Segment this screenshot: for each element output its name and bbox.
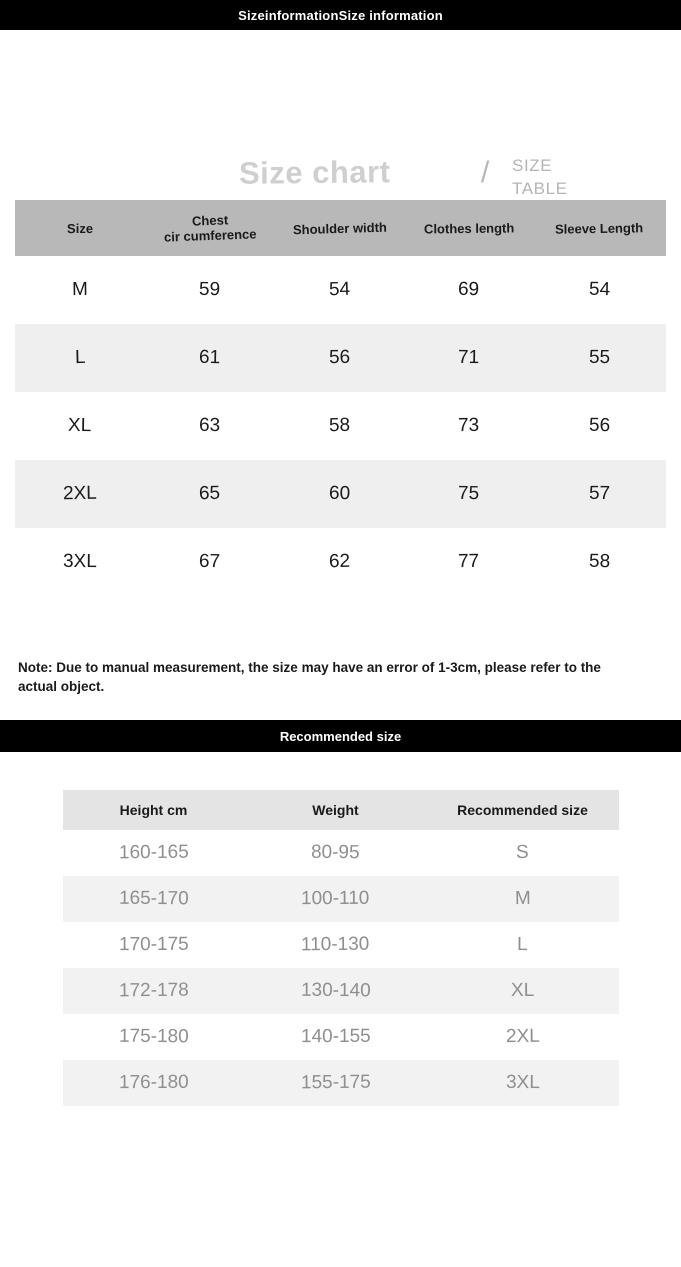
- column-header-size: Size: [15, 200, 145, 256]
- cell-recommended-size: M: [427, 876, 619, 922]
- cell-recommended-size: L: [517, 933, 528, 956]
- size-chart-table: [15, 200, 666, 596]
- cell-height: 172-178: [63, 968, 245, 1014]
- cell-sleeve: 56: [588, 414, 611, 437]
- table-row: [63, 968, 619, 1014]
- cell-size: XL: [68, 414, 92, 437]
- cell-sleeve: 58: [588, 550, 611, 573]
- page-subtitle: [512, 154, 568, 200]
- table-row: [63, 1060, 619, 1106]
- table-row: [15, 460, 666, 528]
- cell-weight: 155-175: [245, 1060, 427, 1106]
- size-information-banner: [0, 0, 681, 30]
- recommended-table-header: [63, 790, 619, 830]
- recommended-size-table: [63, 790, 619, 1106]
- page-subtitle-line2: TABLE: [512, 179, 568, 198]
- column-header-clothes-length: Clothes length: [405, 200, 533, 256]
- cell-shoulder: 56: [275, 324, 405, 392]
- cell-recommended-size: S: [516, 841, 529, 864]
- cell-weight: 80-95: [311, 841, 360, 864]
- cell-sleeve: 57: [533, 460, 666, 528]
- table-header-row: [15, 200, 666, 256]
- cell-shoulder: 54: [329, 278, 351, 301]
- table-row: [15, 324, 666, 392]
- cell-height: 175-180: [118, 1025, 189, 1048]
- column-header-sleeve-length: Sleeve Length: [533, 200, 666, 256]
- size-chart-table-body: [15, 256, 666, 596]
- cell-recommended-size: 3XL: [427, 1060, 619, 1106]
- cell-recommended-size: 2XL: [505, 1025, 540, 1048]
- cell-height: 165-170: [63, 876, 245, 922]
- cell-length: 71: [405, 324, 533, 392]
- cell-chest: 59: [199, 278, 221, 301]
- cell-shoulder: 62: [329, 550, 351, 573]
- cell-height: 160-165: [118, 841, 189, 864]
- cell-size: L: [15, 324, 145, 392]
- recommended-table-body: [63, 830, 619, 1106]
- size-information-banner-label: SizeinformationSize information: [238, 7, 443, 23]
- size-chart-table-header: [15, 200, 666, 256]
- column-header-shoulder-width: Shoulder width: [275, 200, 405, 256]
- title-divider-slash: /: [481, 156, 490, 189]
- column-header-recommended-size: Recommended size: [427, 790, 619, 830]
- cell-length: 77: [458, 550, 480, 573]
- cell-sleeve: 55: [533, 324, 666, 392]
- table-row: [63, 876, 619, 922]
- page-title: Size chart: [238, 154, 391, 191]
- table-row: [63, 830, 619, 876]
- cell-chest: 65: [145, 460, 275, 528]
- cell-size: M: [71, 278, 89, 301]
- column-header-chest-circumference: Chest cir cumference: [145, 200, 275, 256]
- recommended-size-section: [0, 790, 681, 1106]
- cell-sleeve: 54: [588, 278, 611, 301]
- column-header-weight: Weight: [245, 790, 427, 830]
- cell-length: 69: [458, 278, 480, 301]
- cell-height: 176-180: [63, 1060, 245, 1106]
- cell-size: 2XL: [15, 460, 145, 528]
- cell-weight: 140-155: [300, 1025, 371, 1048]
- cell-chest: 61: [145, 324, 275, 392]
- table-row: [15, 528, 666, 596]
- cell-chest: 63: [199, 414, 221, 437]
- cell-recommended-size: XL: [427, 968, 619, 1014]
- cell-weight: 110-130: [301, 933, 370, 956]
- table-row: [15, 392, 666, 460]
- size-chart-title-block: [0, 30, 681, 200]
- cell-size: 3XL: [63, 550, 97, 573]
- cell-chest: 67: [199, 550, 221, 573]
- cell-length: 73: [458, 414, 480, 437]
- column-header-height: Height cm: [63, 790, 245, 830]
- cell-shoulder: 60: [275, 460, 405, 528]
- spacer: [0, 696, 681, 720]
- cell-length: 75: [405, 460, 533, 528]
- cell-weight: 130-140: [245, 968, 427, 1014]
- table-row: [63, 922, 619, 968]
- table-header-row: [63, 790, 619, 830]
- table-row: [63, 1014, 619, 1060]
- cell-height: 170-175: [118, 933, 189, 956]
- cell-shoulder: 58: [329, 414, 351, 437]
- recommended-size-banner-label: Recommended size: [279, 728, 402, 744]
- measurement-note: Note: Due to manual measurement, the size may have an error of 1-3cm, please refer to the actual object.: [18, 660, 601, 694]
- recommended-size-banner: [0, 720, 681, 752]
- page-subtitle-line1: SIZE: [512, 156, 553, 175]
- cell-weight: 100-110: [245, 876, 427, 922]
- table-row: [15, 256, 666, 324]
